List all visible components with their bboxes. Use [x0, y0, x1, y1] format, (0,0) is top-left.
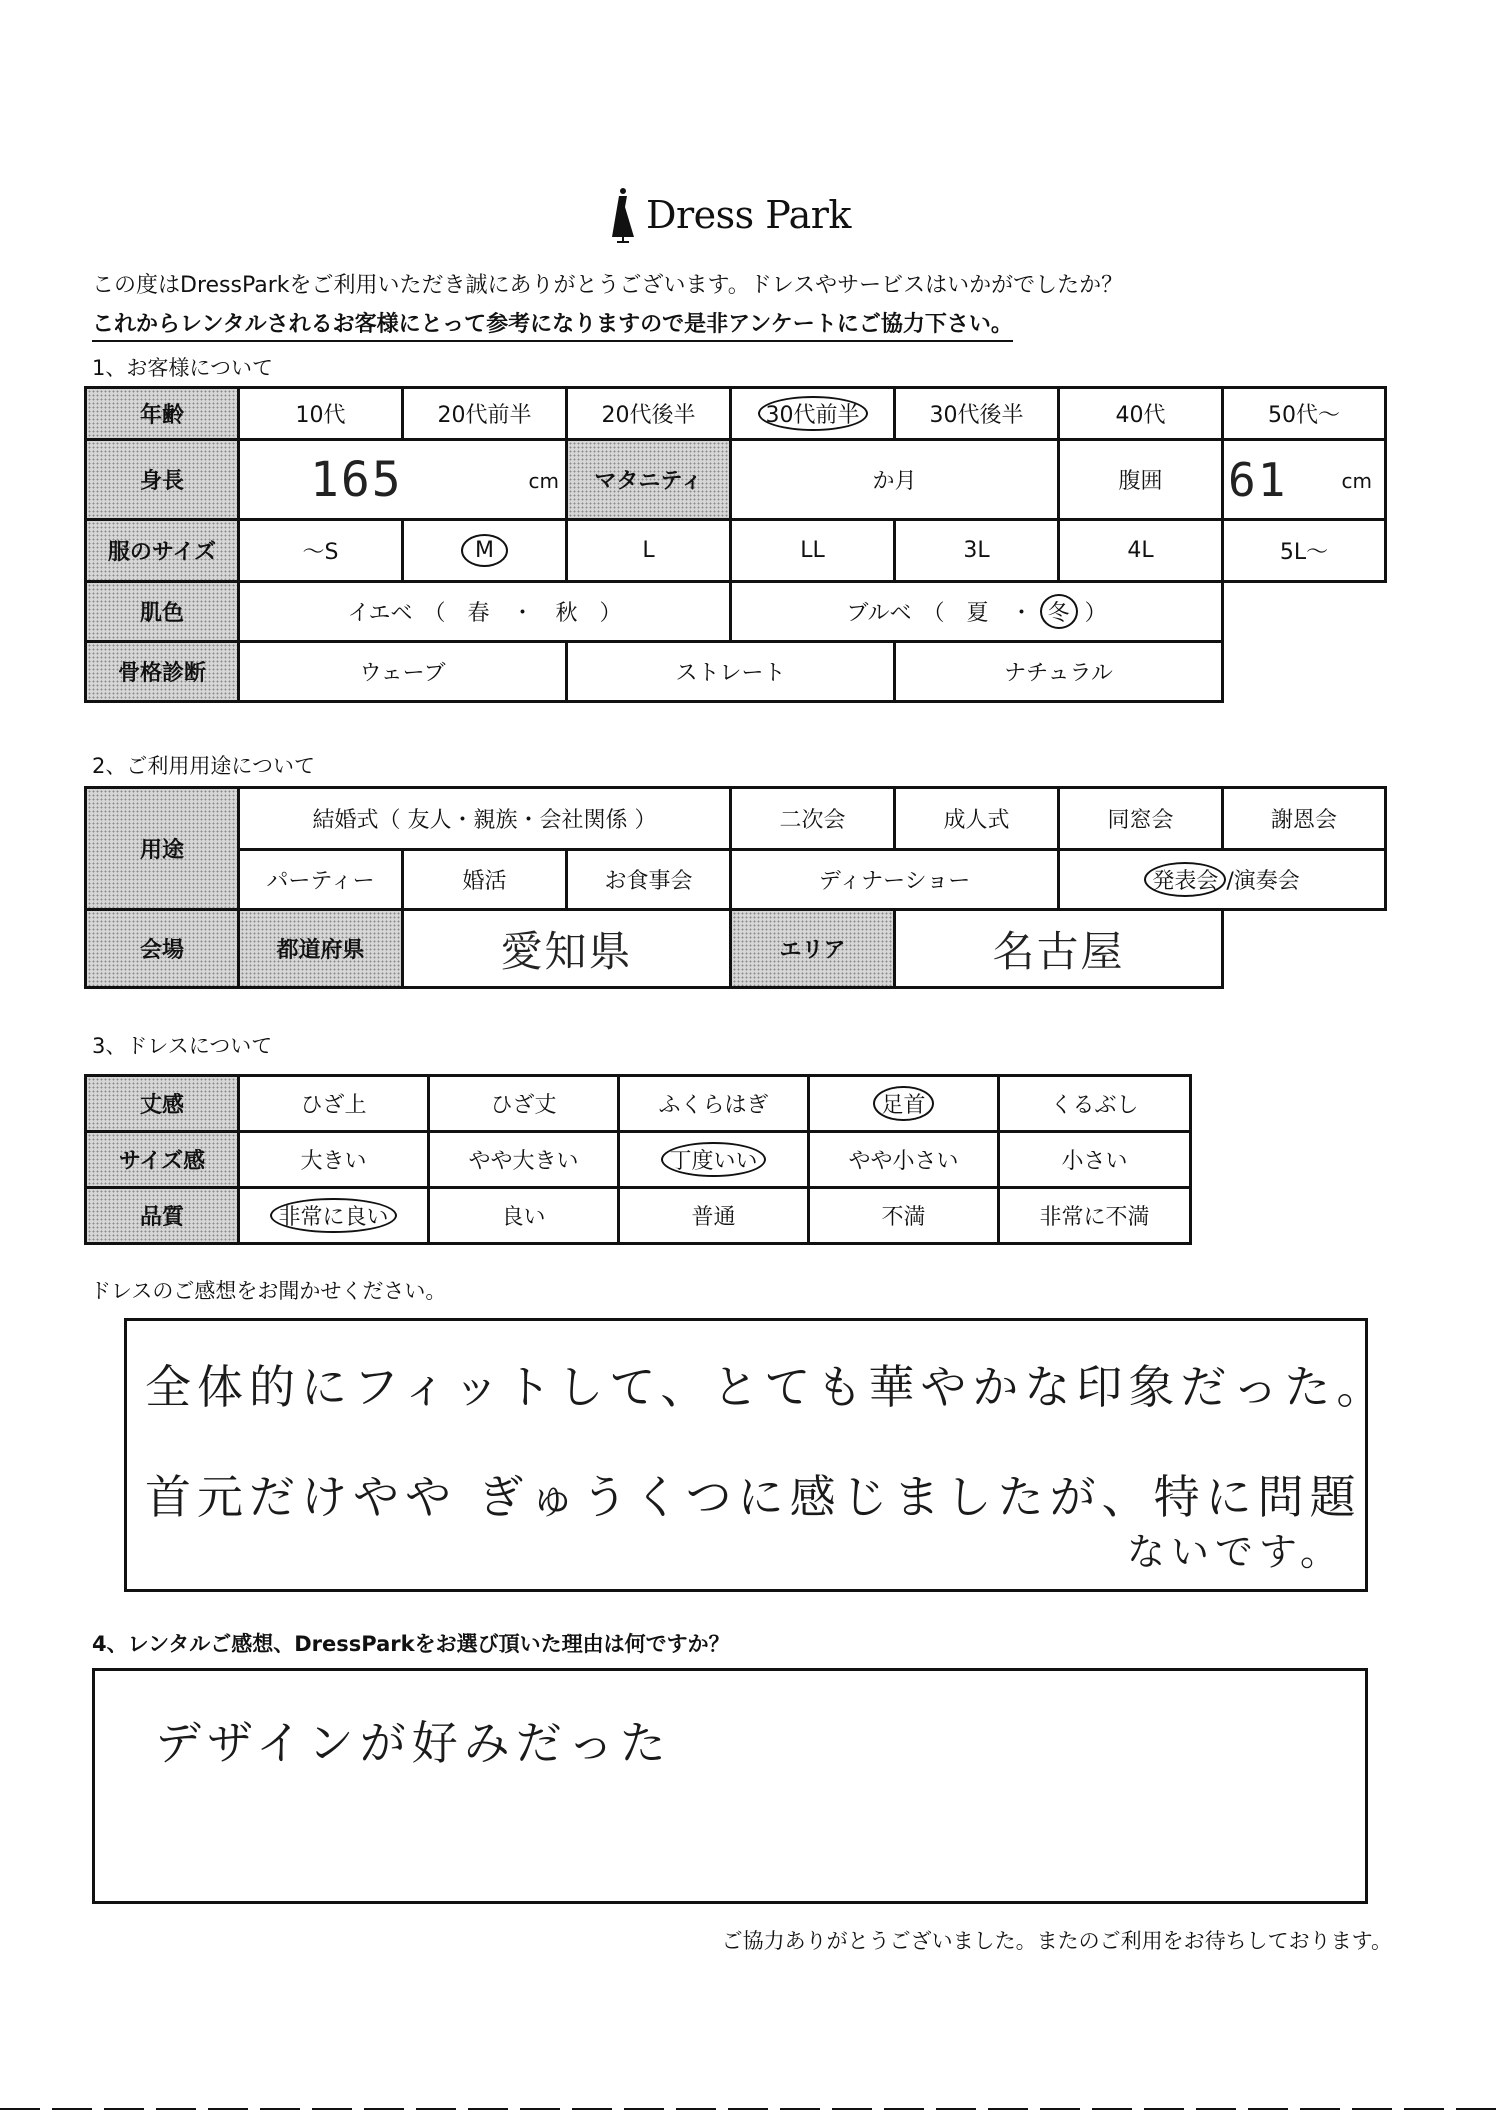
quality-option-selected[interactable] [239, 1188, 429, 1244]
size-row [86, 520, 1386, 582]
impression-line-3: ないです。 [1127, 1530, 1344, 1574]
skin-yellow[interactable]: イエベ （ 春 ・ 秋 ） [239, 582, 731, 642]
usage-option[interactable]: お食事会 [567, 850, 731, 910]
usage-option[interactable]: 結婚式（ 友人・親族・会社関係 ） [239, 788, 731, 850]
size-option[interactable]: 4L [1059, 520, 1223, 582]
frame-option[interactable]: ウェーブ [239, 642, 567, 702]
skin-blue-prefix: ブルベ （ 夏 ・ [846, 601, 1033, 626]
length-selected-value: 足首 [873, 1086, 933, 1121]
intro-line-1: この度はDressParkをご利用いただき誠にありがとうございます。ドレスやサービスはいかがでしたか？ [92, 273, 1124, 298]
empty-cell [1223, 910, 1386, 988]
maternity-label: マタニティ [567, 440, 731, 520]
age-row [86, 388, 1386, 440]
fit-selected-value: 丁度いい [661, 1142, 765, 1177]
skin-blue-selected: 冬 [1040, 594, 1078, 629]
usage-option[interactable]: パーティー [239, 850, 403, 910]
quality-option[interactable]: 非常に不満 [999, 1188, 1191, 1244]
waist-value: 61 [1228, 452, 1288, 507]
skin-row [86, 582, 1386, 642]
waist-field[interactable] [1223, 440, 1386, 520]
size-option[interactable]: LL [731, 520, 895, 582]
usage-table [84, 786, 1387, 989]
size-label: 服のサイズ [86, 520, 239, 582]
area-value: 名古屋 [992, 926, 1125, 976]
age-selected-value: 30代前半 [758, 396, 868, 431]
venue-label: 会場 [86, 910, 239, 988]
dress-icon [610, 187, 636, 243]
fit-option[interactable]: やや大きい [429, 1132, 619, 1188]
area-field[interactable] [895, 910, 1223, 988]
prefecture-value: 愛知県 [500, 926, 633, 976]
fit-label: サイズ感 [86, 1132, 239, 1188]
area-label: エリア [731, 910, 895, 988]
section-1-title: 1、お客様について [92, 356, 273, 380]
usage-row-1 [86, 788, 1386, 850]
impression-line-1: 全体的にフィットして、とても華やかな印象だった。 [145, 1360, 1389, 1414]
length-option[interactable]: ひざ上 [239, 1076, 429, 1132]
dress-table [84, 1074, 1192, 1245]
height-unit: cm [528, 469, 559, 493]
size-option[interactable]: L [567, 520, 731, 582]
fit-row [86, 1132, 1191, 1188]
section-2-title: 2、ご利用用途について [92, 754, 315, 778]
usage-option-rest: /演奏会 [1226, 869, 1300, 894]
usage-option[interactable]: ディナーショー [731, 850, 1059, 910]
height-label: 身長 [86, 440, 239, 520]
usage-option[interactable]: 婚活 [403, 850, 567, 910]
quality-option[interactable]: 良い [429, 1188, 619, 1244]
prefecture-field[interactable] [403, 910, 731, 988]
length-row [86, 1076, 1191, 1132]
age-option[interactable]: 20代後半 [567, 388, 731, 440]
length-option[interactable]: ひざ丈 [429, 1076, 619, 1132]
usage-option[interactable]: 同窓会 [1059, 788, 1223, 850]
fit-option-selected[interactable] [619, 1132, 809, 1188]
logo [610, 180, 890, 250]
prefecture-label: 都道府県 [239, 910, 403, 988]
waist-label: 腹囲 [1059, 440, 1223, 520]
waist-unit: cm [1341, 469, 1372, 493]
age-option[interactable]: 50代〜 [1223, 388, 1386, 440]
fit-option[interactable]: 小さい [999, 1132, 1191, 1188]
size-option[interactable]: 5L〜 [1223, 520, 1386, 582]
usage-row-2 [86, 850, 1386, 910]
quality-option[interactable]: 不満 [809, 1188, 999, 1244]
reason-answer-box[interactable] [92, 1668, 1368, 1904]
page-bottom-line [0, 2108, 1500, 2110]
age-option[interactable]: 20代前半 [403, 388, 567, 440]
section-3-title: 3、ドレスについて [92, 1034, 273, 1058]
usage-selected-value: 発表会 [1144, 862, 1226, 897]
age-label: 年齢 [86, 388, 239, 440]
intro-line-2: これからレンタルされるお客様にとって参考になりますので是非アンケートにご協力下さい。 [92, 307, 1013, 342]
usage-option[interactable]: 二次会 [731, 788, 895, 850]
frame-row [86, 642, 1386, 702]
skin-label: 肌色 [86, 582, 239, 642]
size-selected-value: M [461, 534, 508, 567]
maternity-months[interactable]: か月 [731, 440, 1059, 520]
size-option[interactable]: 〜S [239, 520, 403, 582]
age-option[interactable]: 30代後半 [895, 388, 1059, 440]
size-option-selected[interactable] [403, 520, 567, 582]
impression-answer-box[interactable] [124, 1318, 1389, 1592]
quality-label: 品質 [86, 1188, 239, 1244]
usage-option[interactable]: 成人式 [895, 788, 1059, 850]
impression-prompt: ドレスのご感想をお聞かせください。 [90, 1279, 447, 1303]
footer-thanks: ご協力ありがとうございました。またのご利用をお待ちしております。 [721, 1929, 1392, 1953]
height-row [86, 440, 1386, 520]
fit-option[interactable]: やや小さい [809, 1132, 999, 1188]
customer-table [84, 386, 1387, 703]
section-4-title: 4、レンタルご感想、DressParkをお選び頂いた理由は何ですか？ [92, 1632, 730, 1656]
frame-label: 骨格診断 [86, 642, 239, 702]
height-value: 165 [310, 451, 403, 508]
length-option[interactable]: くるぶし [999, 1076, 1191, 1132]
quality-option[interactable]: 普通 [619, 1188, 809, 1244]
reason-answer: デザインが好みだった [155, 1716, 672, 1770]
skin-blue[interactable] [731, 582, 1223, 642]
size-option[interactable]: 3L [895, 520, 1059, 582]
quality-row [86, 1188, 1191, 1244]
usage-option[interactable]: 謝恩会 [1223, 788, 1386, 850]
logo-text: Dress Park [646, 193, 851, 237]
length-label: 丈感 [86, 1076, 239, 1132]
age-option[interactable]: 10代 [239, 388, 403, 440]
frame-option[interactable]: ストレート [567, 642, 895, 702]
frame-option[interactable]: ナチュラル [895, 642, 1223, 702]
age-option-selected[interactable] [731, 388, 895, 440]
usage-label: 用途 [86, 788, 239, 910]
height-field[interactable] [239, 440, 567, 520]
empty-cell [1223, 582, 1386, 642]
impression-line-2: 首元だけやや ぎゅうくつに感じましたが、特に問題 [145, 1470, 1362, 1524]
empty-cell [1223, 642, 1386, 702]
length-option[interactable]: ふくらはぎ [619, 1076, 809, 1132]
age-option[interactable]: 40代 [1059, 388, 1223, 440]
skin-blue-suffix: ） [1084, 601, 1107, 626]
quality-selected-value: 非常に良い [270, 1198, 396, 1233]
venue-row [86, 910, 1386, 988]
length-option-selected[interactable] [809, 1076, 999, 1132]
usage-option-recital[interactable] [1059, 850, 1386, 910]
fit-option[interactable]: 大きい [239, 1132, 429, 1188]
